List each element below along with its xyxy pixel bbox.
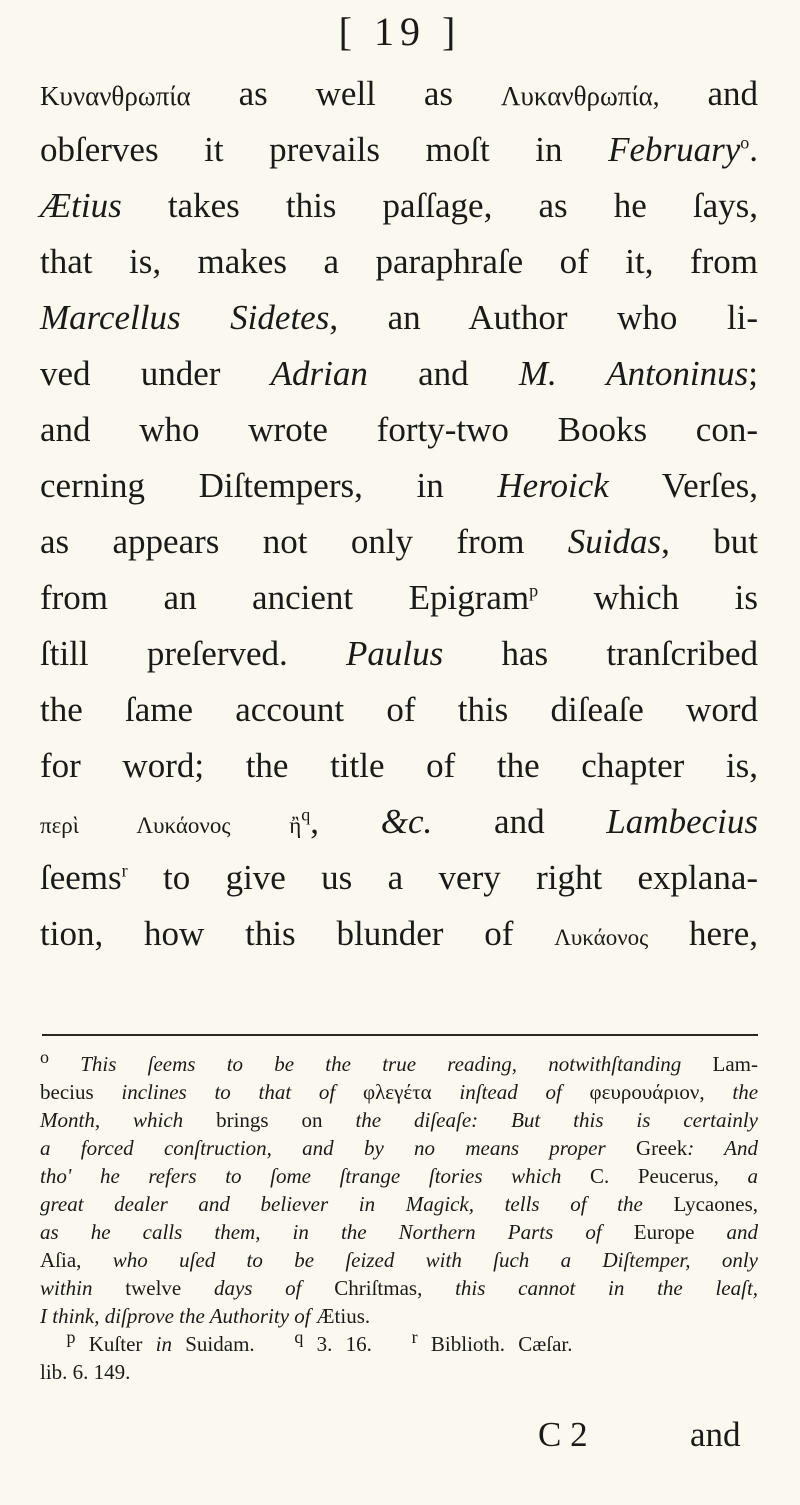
text-run: as appears not only from — [40, 522, 525, 561]
footnote-ref: q — [301, 804, 311, 825]
text-line — [40, 626, 758, 682]
italic-name: Paulus — [346, 634, 444, 673]
footnote-line — [40, 1218, 758, 1246]
text-run: Ætius. — [315, 1304, 371, 1328]
footnote-marker: p — [66, 1327, 76, 1347]
greek-word: Λυκάονος — [554, 925, 649, 950]
text-run: becius — [40, 1080, 94, 1104]
greek-phrase: περὶ Λυκάονος ἢ — [40, 813, 302, 838]
text-line — [40, 850, 758, 906]
footnote-line — [40, 1047, 759, 1078]
italic-name: Lambecius — [606, 802, 758, 841]
text-run: tion, how this blunder of — [40, 914, 514, 953]
text-run: ved under — [40, 354, 221, 393]
text-run: , but — [661, 522, 758, 561]
text-line: that is, makes a paraphraſe of it, from — [40, 242, 758, 281]
text-run: . — [749, 130, 759, 169]
italic-run: a forced conſtruction, — [40, 1136, 272, 1160]
footnote-ref: o — [740, 132, 750, 153]
italic-run: a — [747, 1164, 759, 1188]
text-line: for word; the title of the chapter is, — [40, 746, 758, 785]
italic-run: I think, diſprove the Authority of — [40, 1304, 311, 1328]
italic-name: Adrian — [270, 354, 368, 393]
text-run: and — [707, 74, 759, 113]
page-number: [ 19 ] — [338, 9, 462, 54]
text-run: 3. 16. — [316, 1332, 372, 1356]
text-run: takes this paſſage, as he ſays, — [167, 186, 759, 225]
italic-run: as he calls them, in the Northern Parts of — [40, 1220, 602, 1244]
italic-run: which — [133, 1108, 184, 1132]
main-text — [40, 66, 758, 962]
text-line — [40, 794, 758, 850]
footnotes — [40, 1047, 759, 1386]
text-run: obſerves it prevails moſt in — [40, 130, 563, 169]
text-run: ; — [748, 354, 758, 393]
text-line — [40, 458, 758, 514]
italic-run: great dealer and believer in Magick, tells of the — [40, 1192, 643, 1216]
greek-word: Κυνανθρωπία — [40, 81, 191, 111]
footnote-line — [40, 1190, 758, 1218]
text-run: , an Author who li- — [329, 298, 758, 337]
signature-mark: C 2 — [538, 1415, 588, 1454]
text-run: brings on — [216, 1108, 323, 1132]
greek-word: φλεγέτα — [362, 1080, 432, 1104]
text-run: , — [310, 802, 319, 841]
text-line: and who wrote forty-two Books con- — [40, 410, 758, 449]
footnote-line — [40, 1134, 758, 1162]
footnote-marker: q — [294, 1327, 304, 1347]
text-run: ſtill preſerved. — [40, 634, 288, 673]
text-line — [40, 122, 758, 178]
footnote-line — [40, 1274, 758, 1302]
footnote-line — [40, 1078, 758, 1106]
italic-run: This ſeems to be the true reading, notwithſtanding — [80, 1052, 682, 1076]
text-run: Lycaones, — [673, 1192, 758, 1216]
footnote-divider — [42, 1034, 758, 1036]
text-line — [40, 178, 758, 234]
text-line — [40, 346, 758, 402]
italic-run: who uſed to be ſeized with ſuch a Diſtemper, only — [112, 1248, 759, 1272]
italic-word: &c. — [380, 802, 433, 841]
text-run: Greek — [635, 1136, 688, 1160]
italic-run: and — [726, 1220, 758, 1244]
italic-run: and by no means proper — [302, 1136, 606, 1160]
footnote-marker: r — [411, 1327, 418, 1347]
footnote-marker: o — [40, 1047, 49, 1067]
text-line: the ſame account of this diſeaſe word — [40, 690, 758, 729]
text-run: Lam- — [712, 1052, 759, 1076]
text-run: cerning Diſtempers, in — [40, 466, 444, 505]
text-run: as well as — [238, 74, 453, 113]
text-line — [40, 290, 758, 346]
italic-word: February — [608, 130, 741, 169]
footnote-line — [40, 1162, 758, 1190]
text-line — [40, 906, 758, 962]
text-line — [40, 66, 758, 122]
text-run: Europe — [633, 1220, 695, 1244]
italic-run: inclines to that of — [121, 1080, 336, 1104]
text-run: Aſia, — [40, 1248, 82, 1272]
text-run: Biblioth. Cæſar. — [430, 1332, 573, 1356]
footnote-line — [40, 1302, 758, 1330]
text-run: has tranſcribed — [501, 634, 758, 673]
greek-word: Λυκανθρωπία, — [500, 81, 660, 111]
text-run: ſeems — [40, 858, 122, 897]
italic-name: Suidas — [567, 522, 662, 561]
text-line — [40, 514, 758, 570]
footnote-ref: p — [529, 580, 539, 601]
text-run: and — [494, 802, 545, 841]
italic-run: in — [155, 1332, 172, 1356]
text-run: here, — [689, 914, 758, 953]
text-run: C. Peucerus, — [589, 1164, 719, 1188]
italic-name: M. Antoninus — [518, 354, 749, 393]
italic-run: this cannot in the leaſt, — [455, 1276, 759, 1300]
footnote-line: lib. 6. 149. — [40, 1360, 131, 1384]
footnote-line — [40, 1246, 758, 1274]
text-run: and — [418, 354, 469, 393]
italic-run: Month, — [40, 1108, 101, 1132]
text-run: Suidam. — [185, 1332, 255, 1356]
italic-name: Marcellus Sidetes — [40, 298, 330, 337]
italic-name: Ætius — [40, 186, 122, 225]
italic-run: the — [732, 1080, 759, 1104]
italic-run: the diſeaſe: But this is certainly — [355, 1108, 758, 1132]
footnote-ref: r — [121, 860, 128, 881]
footnote-line — [40, 1327, 758, 1358]
footnote-line — [40, 1106, 758, 1134]
text-run: from an ancient Epigram — [40, 578, 530, 617]
text-run: which is — [593, 578, 758, 617]
italic-run: inſtead of — [459, 1080, 562, 1104]
text-run: twelve — [125, 1276, 182, 1300]
italic-run: tho' he refers to ſome ſtrange ſtories which — [40, 1164, 562, 1188]
text-run: to give us a very right explana- — [163, 858, 759, 897]
italic-run: : And — [687, 1136, 759, 1160]
italic-run: within — [40, 1276, 93, 1300]
page-footer — [0, 1415, 800, 1455]
text-run: Verſes, — [661, 466, 758, 505]
text-run: Chriſtmas, — [334, 1276, 423, 1300]
catchword: and — [690, 1415, 741, 1454]
text-line — [40, 570, 758, 626]
italic-word: Heroick — [497, 466, 609, 505]
italic-run: days of — [213, 1276, 302, 1300]
greek-word: φευρουάριον, — [589, 1080, 705, 1104]
text-run: Kuſter — [88, 1332, 143, 1356]
